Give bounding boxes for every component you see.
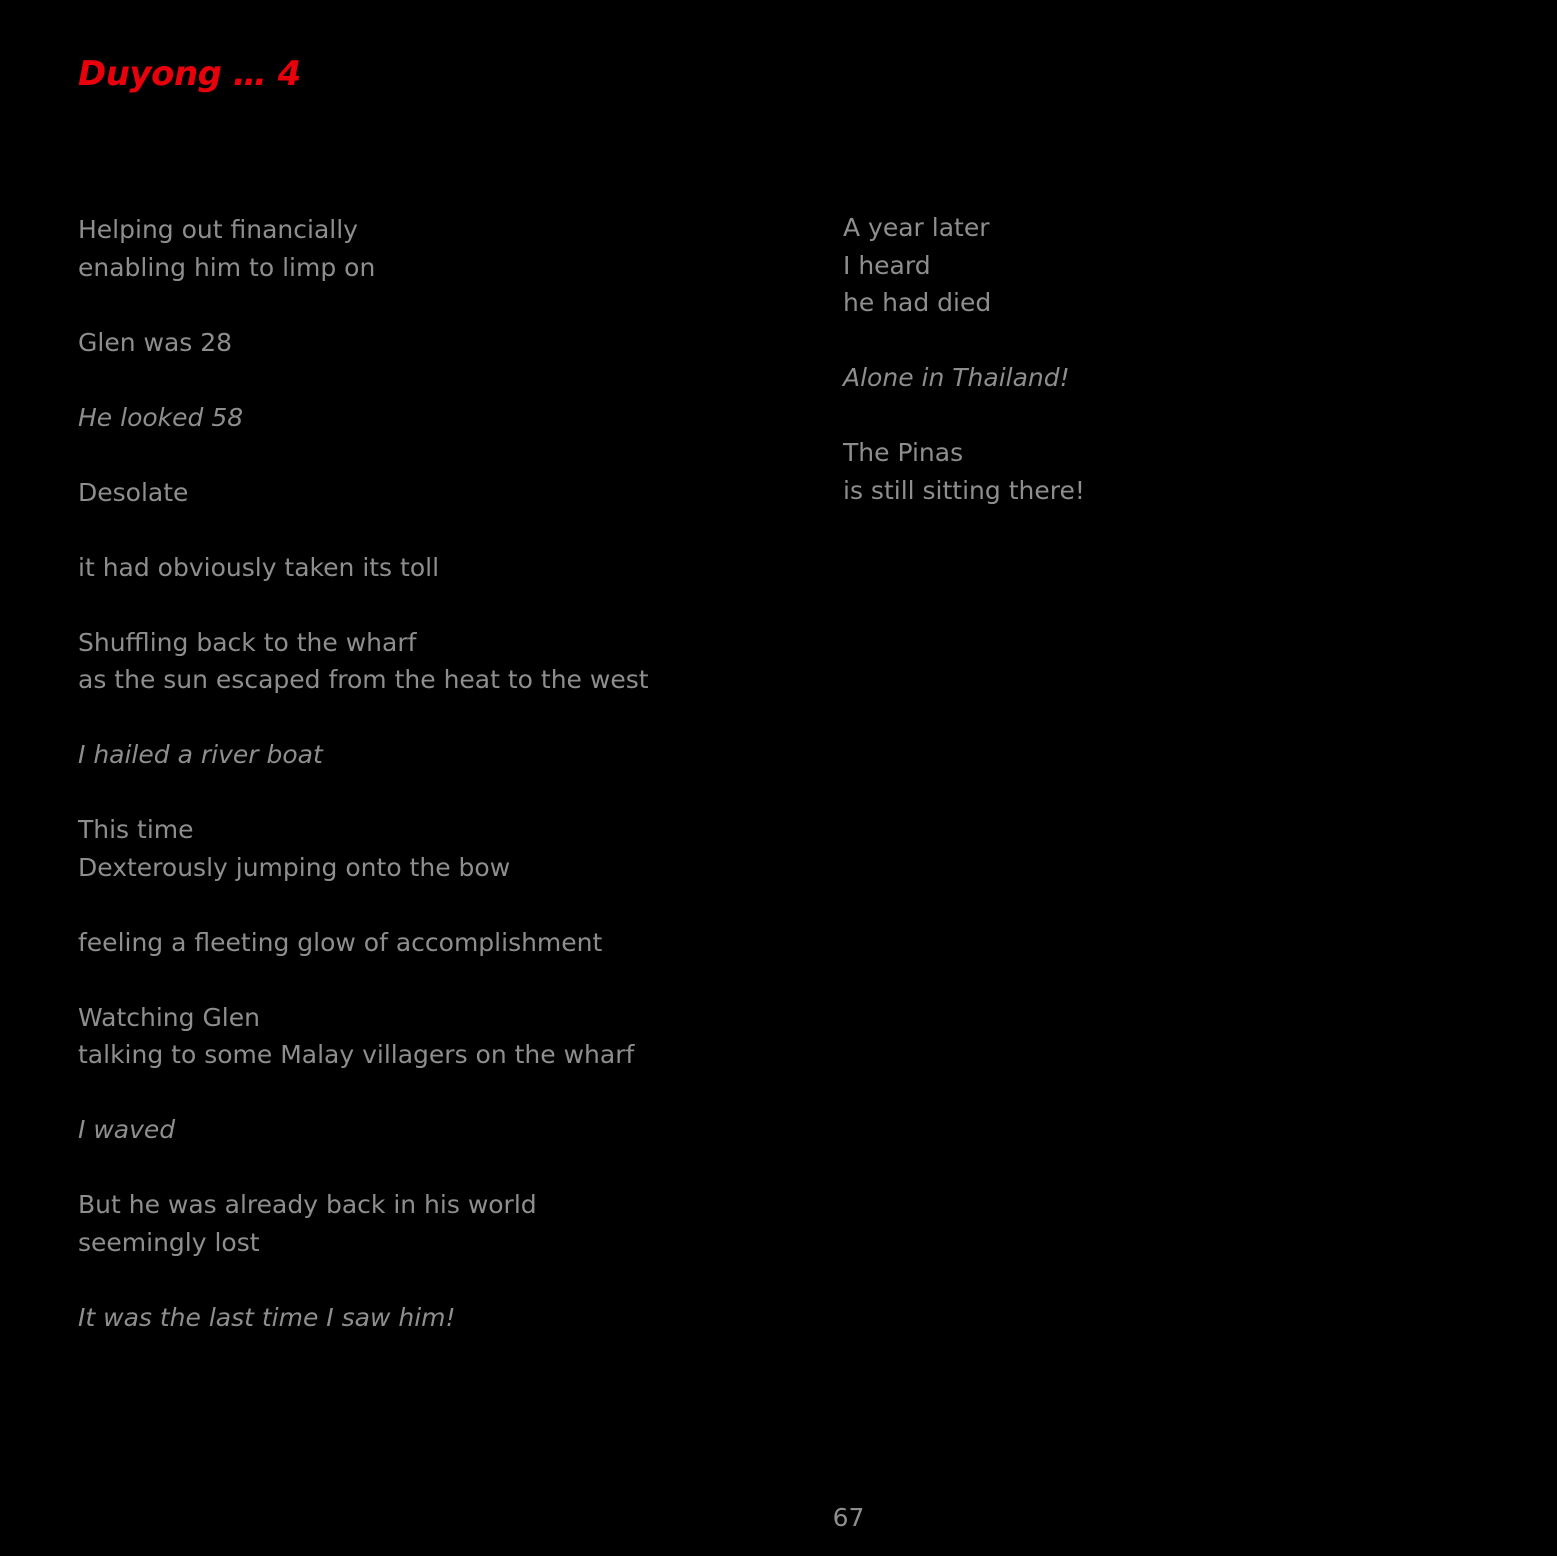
page-title: Duyong … 4 (78, 54, 301, 94)
poem-right-column (843, 209, 1523, 547)
stanza (78, 474, 778, 512)
poem-line: talking to some Malay villagers on the wharf (78, 1040, 635, 1069)
stanza (78, 1111, 778, 1149)
stanza (843, 359, 1523, 397)
poem-line: It was the last time I saw him! (78, 1302, 456, 1332)
poem-line: Glen was 28 (78, 327, 233, 357)
stanza (78, 624, 778, 699)
poem-line: Shuffling back to the wharf (78, 627, 417, 657)
stanza (843, 434, 1523, 509)
stanza (78, 1186, 778, 1261)
poem-line: The Pinas (843, 438, 964, 467)
stanza (78, 324, 778, 362)
poem-line: feeling a fleeting glow of accomplishment (78, 927, 603, 957)
stanza (78, 736, 778, 774)
poem-line: Watching Glen (78, 1002, 260, 1032)
poem-line: he had died (843, 288, 992, 317)
poem-line: Alone in Thailand! (843, 363, 1070, 392)
poem-line: seemingly lost (78, 1227, 260, 1257)
poem-line: He looked 58 (78, 402, 244, 432)
stanza (78, 211, 778, 286)
poem-line: it had obviously taken its toll (78, 552, 440, 582)
poem-line: is still sitting there! (843, 475, 1085, 505)
stanza (78, 924, 778, 962)
poem-line: A year later (843, 213, 990, 242)
poem-line: I heard (843, 250, 931, 280)
stanza (78, 549, 778, 587)
poem-line: as the sun escaped from the heat to the west (78, 665, 649, 694)
poem-line: I hailed a river boat (78, 740, 323, 769)
poem-line: Desolate (78, 477, 189, 507)
stanza (78, 811, 778, 886)
stanza (78, 999, 778, 1074)
poem-line: enabling him to limp on (78, 252, 376, 282)
stanza (843, 209, 1523, 322)
stanza (78, 399, 778, 437)
page-number: 67 (832, 1503, 865, 1532)
poem-line: This time (78, 815, 194, 844)
poem-left-column (78, 211, 778, 1374)
poem-line: I waved (78, 1115, 176, 1144)
poem-line: But he was already back in his world (78, 1190, 537, 1219)
stanza (78, 1299, 778, 1337)
poem-line: Helping out financially (78, 215, 358, 244)
poem-line: Dexterously jumping onto the bow (78, 852, 511, 882)
